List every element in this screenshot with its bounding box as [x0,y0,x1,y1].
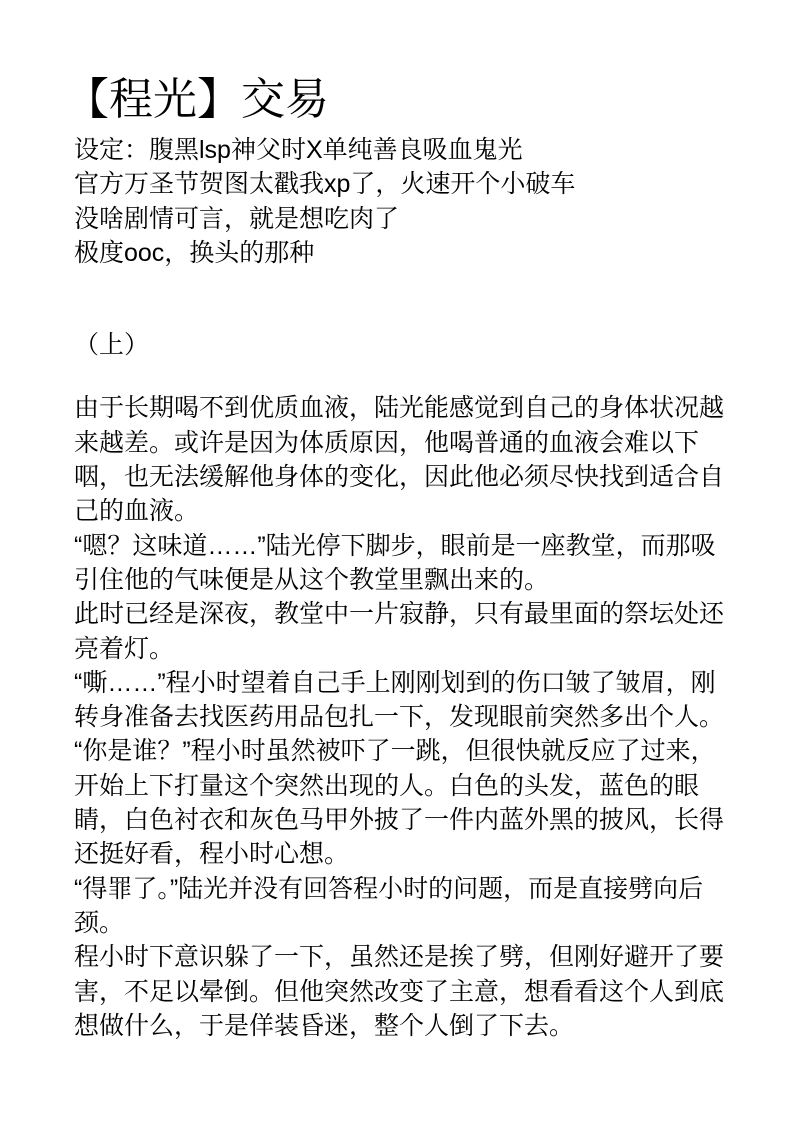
text-line: 睛，白色衬衣和灰色马甲外披了一件内蓝外黑的披风，长得 [74,806,725,835]
paragraph [74,734,740,871]
meta-block [74,133,740,270]
text-line: 害，不足以晕倒。但他突然改变了主意，想看看这个人到底 [74,977,725,1006]
text-line: 转身准备去找医药用品包扎一下，发现眼前突然多出个人。 [74,703,725,732]
paragraph [74,597,740,666]
text-line: “嗯？这味道……”陆光停下脚步，眼前是一座教堂，而那吸 [74,531,716,560]
text-line: 来越差。或许是因为体质原因，他喝普通的血液会难以下 [74,428,700,457]
text-line: 引住他的气味便是从这个教堂里飘出来的。 [74,565,550,594]
meta-line: 设定：腹黑lsp神父时X单纯善良吸血鬼光 [74,136,523,164]
story-body [74,391,740,1043]
text-line: 己的血液。 [74,497,200,526]
text-line: 此时已经是深夜，教堂中一片寂静，只有最里面的祭坛处还 [74,600,725,629]
paragraph [74,940,740,1043]
paragraph [74,529,740,598]
meta-line: 没啥剧情可言，就是想吃肉了 [74,204,400,233]
text-line: 颈。 [74,908,125,937]
paragraph [74,872,740,941]
paragraph [74,666,740,735]
page-title: 【程光】交易 [65,75,329,124]
text-line: 亮着灯。 [74,634,175,663]
text-line: “你是谁？”程小时虽然被吓了一跳，但很快就反应了过来， [74,737,716,766]
meta-line: 官方万圣节贺图太戳我xp了，火速开个小破车 [74,170,576,199]
text-line: “嘶……”程小时望着自己手上刚刚划到的伤口皱了皱眉，刚 [74,668,716,697]
text-line: 还挺好看，程小时心想。 [74,840,350,869]
text-line: 由于长期喝不到优质血液，陆光能感觉到自己的身体状况越 [74,394,725,423]
text-line: 想做什么，于是佯装昏迷，整个人倒了下去。 [74,1011,575,1040]
text-line: 开始上下打量这个突然出现的人。白色的头发，蓝色的眼 [74,771,700,800]
paragraph [74,391,740,528]
meta-line: 极度ooc，换头的那种 [74,238,315,267]
text-line: 咽，也无法缓解他身体的变化，因此他必须尽快找到适合自 [74,463,725,492]
section-marker: （上） [74,331,150,360]
text-line: “得罪了。”陆光并没有回答程小时的问题，而是直接劈向后 [74,874,704,903]
text-line: 程小时下意识躲了一下，虽然还是挨了劈，但刚好避开了要 [74,943,725,972]
